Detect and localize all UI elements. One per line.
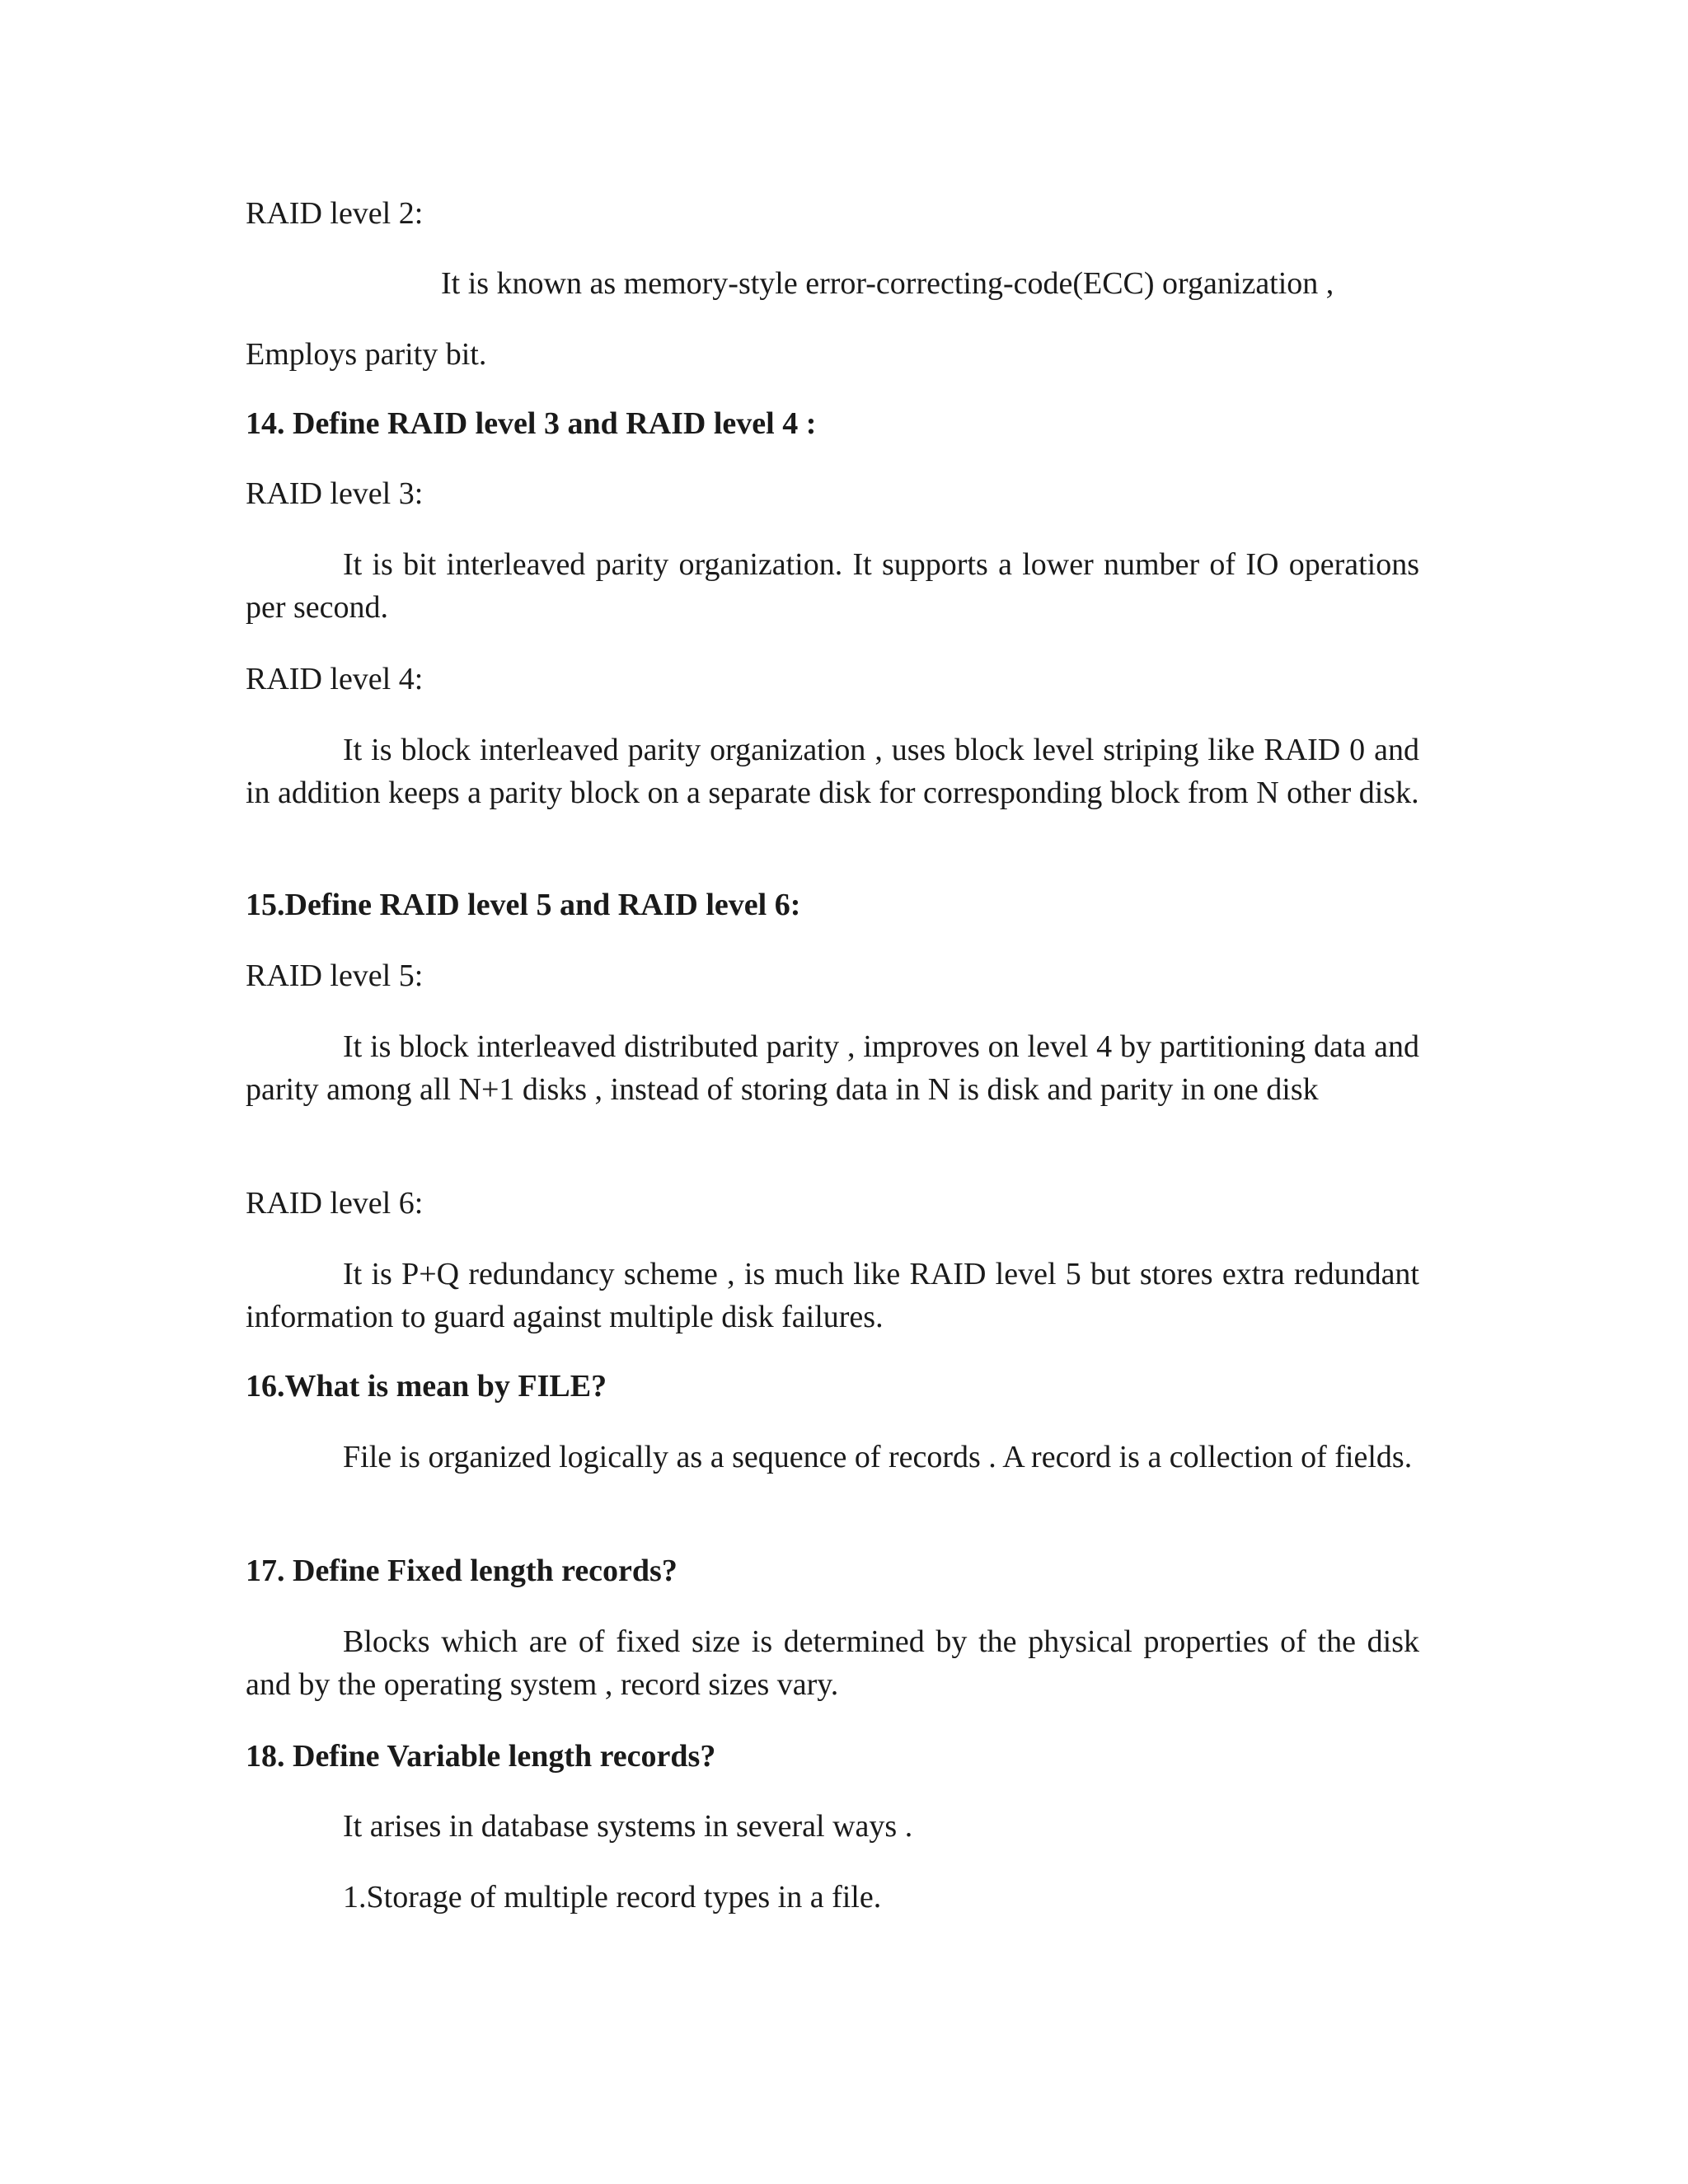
raid3-text: It is bit interleaved parity organization. It supports a lower number of IO operations per second. — [246, 547, 1419, 625]
q18-text: It arises in database systems in several ways . — [343, 1809, 913, 1844]
raid4-label: RAID level 4: — [246, 662, 424, 696]
q16-heading: 16.What is mean by FILE? — [246, 1369, 607, 1404]
raid5-label: RAID level 5: — [246, 958, 424, 993]
raid4-text: It is block interleaved parity organization , uses block level striping like RAID 0 and in addition keeps a parity block on a separate disk for corresponding block from N other disk. — [246, 733, 1419, 810]
q18-heading: 18. Define Variable length records? — [246, 1739, 716, 1774]
raid5-text: It is block interleaved distributed parity , improves on level 4 by partitioning data and parity among all N+1 disks , instead of storing data in N is disk and parity in one disk — [246, 1029, 1419, 1107]
raid2-label: RAID level 2: — [246, 196, 424, 231]
raid2-text-line1: It is known as memory-style error-correcting-code(ECC) organization , — [441, 266, 1334, 301]
raid2-text-line2: Employs parity bit. — [246, 337, 487, 372]
q18-item1: 1.Storage of multiple record types in a file. — [343, 1880, 882, 1915]
q16-text: File is organized logically as a sequence of records . A record is a collection of fields. — [343, 1440, 1413, 1474]
q15-heading: 15.Define RAID level 5 and RAID level 6: — [246, 888, 801, 922]
q17-text: Blocks which are of fixed size is determined by the physical properties of the disk and by the operating system , record sizes vary. — [246, 1624, 1419, 1702]
q14-heading: 14. Define RAID level 3 and RAID level 4 : — [246, 406, 817, 441]
raid6-text: It is P+Q redundancy scheme , is much like RAID level 5 but stores extra redundant information to guard against multiple disk failures. — [246, 1257, 1419, 1334]
raid3-label: RAID level 3: — [246, 476, 424, 511]
raid6-label: RAID level 6: — [246, 1186, 424, 1221]
q17-heading: 17. Define Fixed length records? — [246, 1554, 678, 1588]
